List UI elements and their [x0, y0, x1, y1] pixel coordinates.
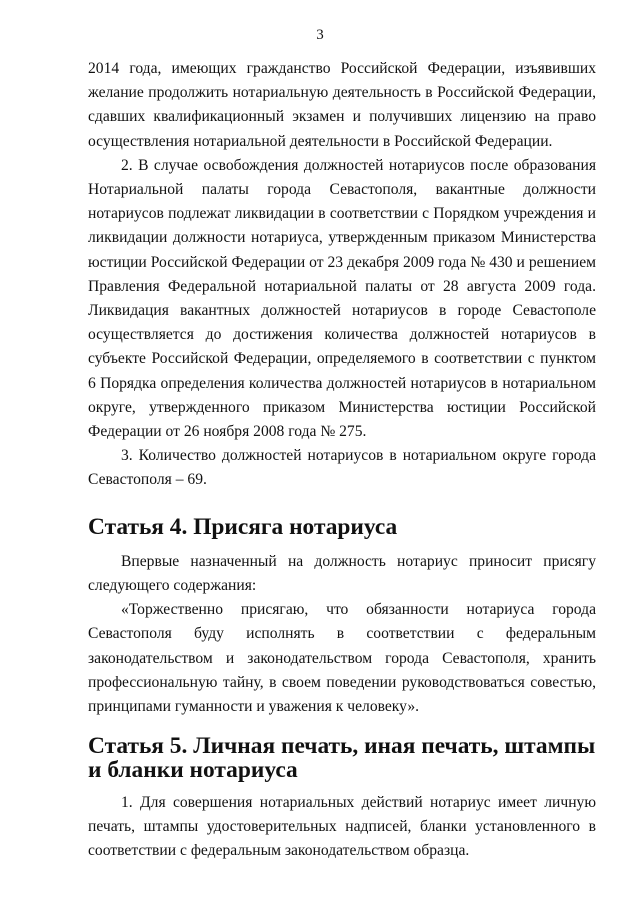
paragraph-item-3: 3. Количество должностей нотариусов в нотариальном округе города Севастополя – 69. [88, 447, 596, 489]
page-number: 3 [316, 27, 324, 43]
article-4-paragraph: Впервые назначенный на должность нотариус приносит присягу следующего содержания: [88, 552, 596, 595]
article-5-heading: Статья 5. Личная печать, иная печать, штампы и бланки нотариуса [88, 733, 596, 784]
article-4-heading: Статья 4. Присяга нотариуса [88, 513, 398, 540]
paragraph-item-2: 2. В случае освобождения должностей нотариусов после образования Нотариальной палаты города Севастополя, вакантные должности нотариусов подлежат ликвидации в соответствии с Порядком учреждения и ликвидации должности нотариуса, утвержденным приказом Министерства юстиции Российской Федерации от 23 декабря 2009 года № 430 и решением Правления Федеральной нотариальной палаты от 28 августа 2009 года. Ликвидация вакантных должностей нотариусов в городе Севастополе осуществляется до достижения количества должностей нотариусов в субъекте Российской Федерации, определяемого в соответствии с пунктом 6 Порядка определения количества должностей нотариусов в нотариальном округе, утвержденного приказом Министерства юстиции Российской Федерации от 26 ноября 2008 года № 275. [88, 156, 596, 441]
paragraph-continuation: 2014 года, имеющих гражданство Российской Федерации, изъявивших желание продолжить нотариальную деятельность в Российской Федерации, сдавших квалификационный экзамен и получивших лицензию на право осуществления нотариальной деятельности в Российской Федерации. [88, 60, 596, 150]
oath-text: «Торжественно присягаю, что обязанности нотариуса города Севастополя буду исполнять в соответствии с федеральным законодательством и законодательством города Севастополя, хранить профессиональную тайну, в своем поведении руководствоваться совестью, принципами гуманности и уважения к человеку». [88, 601, 596, 716]
article-5-paragraph: 1. Для совершения нотариальных действий нотариус имеет личную печать, штампы удостоверительных надписей, бланки установленного в соответствии с федеральным законодательством образца. [88, 793, 596, 860]
document-body [88, 57, 596, 863]
